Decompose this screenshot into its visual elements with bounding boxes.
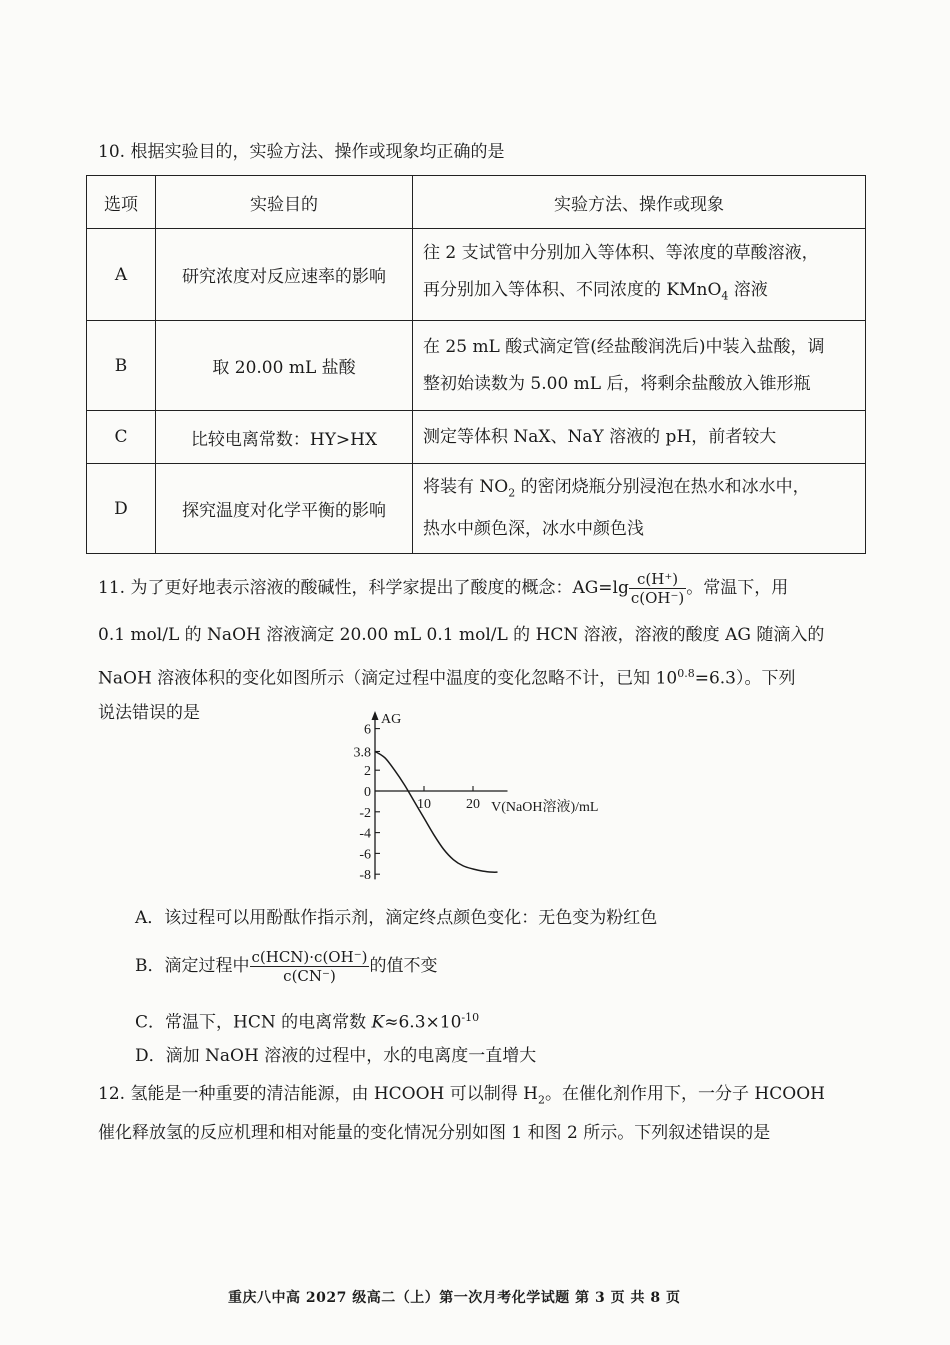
x-tick-label: 20: [466, 797, 480, 812]
row-method: [413, 229, 866, 321]
q11-option-d: D．滴加 NaOH 溶液的过程中，水的电离度一直增大: [135, 1046, 537, 1066]
y-tick-label: -6: [359, 847, 371, 863]
row-aim: 取 20.00 mL 盐酸: [156, 321, 413, 411]
page-footer: 重庆八中高 2027 级高二（上）第一次月考化学试题 第 3 页 共 8 页: [228, 1290, 681, 1306]
table-header-row: [87, 176, 866, 229]
row-aim: 探究温度对化学平衡的影响: [156, 464, 413, 554]
row-option: B: [87, 321, 156, 411]
method-line: 热水中颜色深，冰水中颜色浅: [423, 519, 644, 540]
q11-option-c: C．常温下，HCN 的电离常数 $K\approx 6.3\times 10^{-10}$: [135, 1011, 480, 1033]
q10-stem: 10. 根据实验目的，实验方法、操作或现象均正确的是: [98, 142, 505, 162]
table-row: [87, 229, 866, 321]
header-option: 选项: [87, 176, 156, 229]
y-tick-label: -4: [359, 826, 371, 842]
method-line: 往 2 支试管中分别加入等体积、等浓度的草酸溶液，: [423, 242, 819, 263]
experiment-table: [86, 175, 866, 554]
q11-stem-line1: 11. 为了更好地表示溶液的酸碱性，科学家提出了酸度的概念：AG=lg $\frac{c(H^+)}{c(OH^-)}$ 。常温下，用: [98, 570, 789, 607]
row-option: D: [87, 464, 156, 554]
method-line: 再分别加入等体积、不同浓度的 KMnO$_4$ 溶液: [423, 279, 768, 303]
ag-titration-chart: [330, 703, 660, 893]
x-tick-label: 10: [417, 797, 431, 812]
method-line: 测定等体积 NaX、NaY 溶液的 pH，前者较大: [423, 426, 777, 447]
row-aim: 比较电离常数：HY>HX: [156, 411, 413, 464]
y-tick-label: 3.8: [353, 745, 371, 761]
x-axis-label: V(NaOH溶液)/mL: [491, 800, 599, 815]
row-method: [413, 464, 866, 554]
method-line: 在 25 mL 酸式滴定管(经盐酸润洗后)中装入盐酸，调: [423, 336, 825, 357]
table-row: [87, 411, 866, 464]
y-tick-label: 0: [364, 785, 371, 800]
q11-stem-line2: 0.1 mol/L 的 NaOH 溶液滴定 20.00 mL 0.1 mol/L 的 HCN 溶液，溶液的酸度 AG 随滴入的: [98, 625, 825, 645]
row-method: [413, 411, 866, 464]
q12-stem-line2: 催化释放氢的反应机理和相对能量的变化情况分别如图 1 和图 2 所示。下列叙述错误的是: [98, 1123, 771, 1143]
row-option: C: [87, 411, 156, 464]
q12-stem-line1: 12. 氢能是一种重要的清洁能源，由 HCOOH 可以制得 $H_2$。在催化剂作用下，一分子 HCOOH: [98, 1084, 825, 1107]
y-axis-label: AG: [381, 712, 402, 727]
y-tick-label: 2: [364, 764, 371, 780]
table-row: [87, 321, 866, 411]
q11-option-b: B．滴定过程中 $\frac{\text{c(HCN)·c(OH⁻)}}{c(CN^-)}$ 的值不变: [135, 948, 438, 985]
ag-fraction: $\frac{c(H^+)}{c(OH^-)}$: [630, 570, 685, 607]
row-method: [413, 321, 866, 411]
method-line: 将装有 $NO_2$ 的密闭烧瓶分别浸泡在热水和冰水中，: [423, 476, 810, 500]
ratio-fraction: $\frac{\text{c(HCN)·c(OH⁻)}}{c(CN^-)}$: [251, 948, 368, 985]
y-tick-label: -8: [359, 868, 371, 884]
y-tick-label: 6: [364, 722, 371, 738]
method-line: 整初始读数为 5.00 mL 后，将剩余盐酸放入锥形瓶: [423, 373, 811, 394]
y-axis-arrow: [372, 711, 379, 720]
row-option: A: [87, 229, 156, 321]
header-method: 实验方法、操作或现象: [413, 176, 866, 229]
q11-option-a: A．该过程可以用酚酞作指示剂，滴定终点颜色变化：无色变为粉红色: [135, 908, 658, 928]
table-row: [87, 464, 866, 554]
q11-stem-line3: NaOH 溶液体积的变化如图所示（滴定过程中温度的变化忽略不计，已知 $10^{0.8}=6.3$）。下列: [98, 667, 796, 689]
q11-stem-line4: 说法错误的是: [98, 703, 200, 723]
y-tick-label: -2: [359, 805, 371, 821]
row-aim: 研究浓度对反应速率的影响: [156, 229, 413, 321]
header-aim: 实验目的: [156, 176, 413, 229]
